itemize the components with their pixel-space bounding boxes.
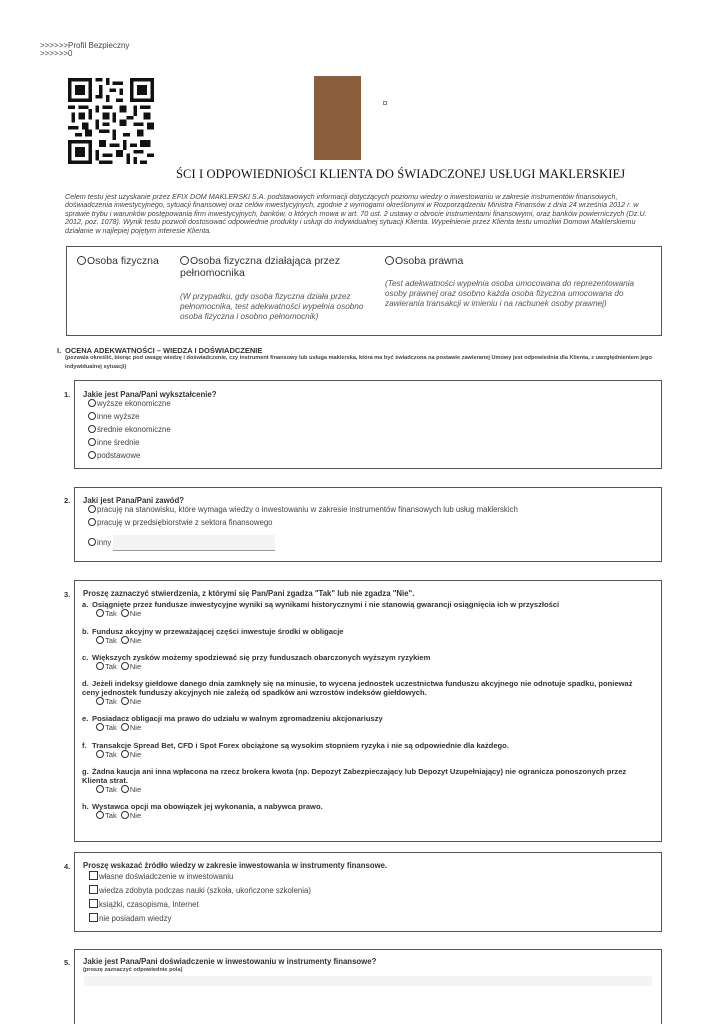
q3-answer[interactable]: Tak Nie [96,636,141,645]
q3-answer[interactable]: Tak Nie [96,723,141,732]
q2-option[interactable]: inny [88,538,111,548]
q1-option[interactable]: wyższe ekonomiczne [88,399,171,409]
profile-label: >>>>>>Profil Bezpieczny [40,41,130,50]
section-note: (pozwala określić, biorąc pod uwagę wiedzę i doświadczenie, czy instrument finansowy lub usługa maklerska, która ma być świadczona na postawie zawieranej Umowy jest odpowiednia dla Klienta, z uwzględnieniem jego indywidualnej sytuacji) [65,355,652,370]
client-type-natural-person[interactable]: Osoba fizyczna [77,255,159,267]
client-type-with-proxy-note: (W przypadku, gdy osoba fizyczna działa przez pełnomocnika, test adekwatności wypełnia osobno osoba fizyczna i osobno pełnomocnik) [180,292,364,321]
question-3-text: Proszę zaznaczyć stwierdzenia, z którymi się Pan/Pani zgadza "Tak" lub nie zgadza "Nie". [83,589,415,598]
radio-icon[interactable] [88,505,96,513]
q3-statement: d. Jeżeli indeksy giełdowe danego dnia zamknęły się na minusie, to wycena jednostek uczestnictwa funduszu akcyjnego nie odnotuje spadku, ponieważ ceny jednostek funduszy akcyjnych nie zależą od spadków ani wzrostów indeksów giełdowych. [82,679,633,697]
q3-statement: b. Fundusz akcyjny w przeważającej części inwestuje środki w obligacje [82,627,344,636]
radio-icon[interactable] [121,785,129,793]
q3-answer[interactable]: Tak Nie [96,811,141,820]
checkbox-icon[interactable] [89,899,98,908]
q4-option[interactable]: nie posiadam wiedzy [89,913,171,924]
question-number: 4. [64,862,71,871]
q3-answer[interactable]: Tak Nie [96,609,141,618]
other-occupation-input[interactable] [113,535,275,551]
checkbox-icon[interactable] [89,885,98,894]
qr-code [68,78,154,164]
radio-icon[interactable] [96,697,104,705]
question-5-note: (proszę zaznaczyć odpowiednie pola) [83,967,183,973]
client-type-box [66,246,662,336]
question-4-text: Proszę wskazać źródło wiedzy w zakresie inwestowania w instrumenty finansowe. [83,861,388,870]
radio-icon[interactable] [88,451,96,459]
question-number: 1. [64,390,71,399]
q3-statement: c. Większych zysków możemy spodziewać się przy funduszach obarczonych wyższym ryzykiem [82,653,431,662]
q3-statement: e. Posiadacz obligacji ma prawo do udziału w walnym zgromadzeniu akcjonariuszy [82,714,383,723]
radio-icon[interactable] [88,412,96,420]
radio-icon[interactable] [121,697,129,705]
radio-icon[interactable] [77,256,86,265]
q2-option[interactable]: pracuję na stanowisku, które wymaga wiedzy o inwestowaniu w zakresie instrumentów finansowych lub usług maklerskich [88,505,518,515]
radio-icon[interactable] [96,811,104,819]
question-number: 5. [64,958,71,967]
radio-icon[interactable] [121,811,129,819]
section-title: OCENA ADEKWATNOŚCI – WIEDZA I DOŚWIADCZENIE [65,346,263,355]
radio-icon[interactable] [121,723,129,731]
checkbox-icon[interactable] [89,871,98,880]
q4-option[interactable]: własne doświadczenie w inwestowaniu [89,871,233,882]
radio-icon[interactable] [96,785,104,793]
client-type-with-proxy[interactable]: Osoba fizyczna działająca przez pełnomocnika [180,255,340,279]
radio-icon[interactable] [121,662,129,670]
experience-table [84,976,652,986]
intro-text: Celem testu jest uzyskanie przez EFIX DOM MAKLERSKI S.A. podstawowych informacji dotyczących poziomu wiedzy o inwestowaniu w zakresie instrumentów finansowych, doświadczenia inwestycyjnego, sytuacji finansowej oraz celów inwestycyjnych, zgodnie z wymogami określonymi w Rozporządzeniu Ministra Finansów z dnia 24 września 2012 r. w sprawie trybu i warunków postępowania firm inwestycyjnych, banków, o których mowa w art. 70 ust. 2 ustawy o obrocie instrumentami finansowymi, oraz banków powierniczych (Dz.U. 2012, poz. 1078). Wynik testu pozwoli dostosować odpowiednie produkty i usługi do indywidualnej sytuacji Klienta. Wypełnienie przez Klienta testu umożliwi Domowi Maklerskiemu działanie w najlepiej pojętym interesie Klienta. [65,192,647,235]
q2-option[interactable]: pracuję w przedsiębiorstwie z sektora finansowego [88,518,273,528]
radio-icon[interactable] [121,636,129,644]
image-marker-icon [383,101,387,105]
radio-icon[interactable] [96,609,104,617]
client-type-legal-person[interactable]: Osoba prawna [385,255,463,267]
q1-option[interactable]: inne wyższe [88,412,139,422]
radio-icon[interactable] [96,750,104,758]
client-type-legal-person-note: (Test adekwatności wypełnia osoba umocowana do reprezentowania osoby prawnej oraz osobno każda osoba fizyczna umocowana do zawierania transakcji w imieniu i na rachunek osoby prawnej) [385,279,635,308]
q1-option[interactable]: średnie ekonomiczne [88,425,171,435]
radio-icon[interactable] [96,662,104,670]
radio-icon[interactable] [88,425,96,433]
logo-placeholder [314,76,361,160]
question-5-text: Jakie jest Pana/Pani doświadczenie w inwestowaniu w instrumenty finansowe? [83,957,377,966]
document-title: ŚCI I ODPOWIEDNIOŚCI KLIENTA DO ŚWIADCZONEJ USŁUGI MAKLERSKIEJ [176,167,626,181]
radio-icon[interactable] [96,723,104,731]
question-2-text: Jaki jest Pana/Pani zawód? [83,496,184,505]
q3-answer[interactable]: Tak Nie [96,697,141,706]
radio-icon[interactable] [88,518,96,526]
radio-icon[interactable] [96,636,104,644]
q3-answer[interactable]: Tak Nie [96,750,141,759]
q1-option[interactable]: podstawowe [88,451,140,461]
radio-icon[interactable] [385,256,394,265]
question-number: 3. [64,590,71,599]
radio-icon[interactable] [121,609,129,617]
q3-statement: f. Transakcje Spread Bet, CFD i Spot Forex obciążone są wysokim stopniem ryzyka i nie są odpowiednie dla każdego. [82,741,509,750]
q3-statement: g. Żadna kaucja ani inna wpłacona na rzecz brokera kwota (np. Depozyt Zabezpieczający lub Depozyt Uzupełniający) nie ogranicza ponoszonych przez Klienta strat. [82,767,627,785]
radio-icon[interactable] [121,750,129,758]
q3-statement: h. Wystawca opcji ma obowiązek jej wykonania, a nabywca prawo. [82,802,323,811]
q3-statement: a. Osiągnięte przez fundusze inwestycyjne wyniki są wynikami historycznymi i nie stanowią gwarancji osiągnięcia ich w przyszłości [82,600,560,609]
radio-icon[interactable] [88,438,96,446]
section-number: I. [57,346,62,355]
q3-answer[interactable]: Tak Nie [96,785,141,794]
radio-icon[interactable] [180,256,189,265]
question-number: 2. [64,496,71,505]
radio-icon[interactable] [88,538,96,546]
checkbox-icon[interactable] [89,913,98,922]
profile-score: >>>>>>0 [40,49,73,58]
question-1-text: Jakie jest Pana/Pani wykształcenie? [83,390,217,399]
q4-option[interactable]: wiedza zdobyta podczas nauki (szkoła, ukończone szkolenia) [89,885,311,896]
radio-icon[interactable] [88,399,96,407]
q4-option[interactable]: książki, czasopisma, Internet [89,899,199,910]
q3-answer[interactable]: Tak Nie [96,662,141,671]
q1-option[interactable]: inne średnie [88,438,139,448]
